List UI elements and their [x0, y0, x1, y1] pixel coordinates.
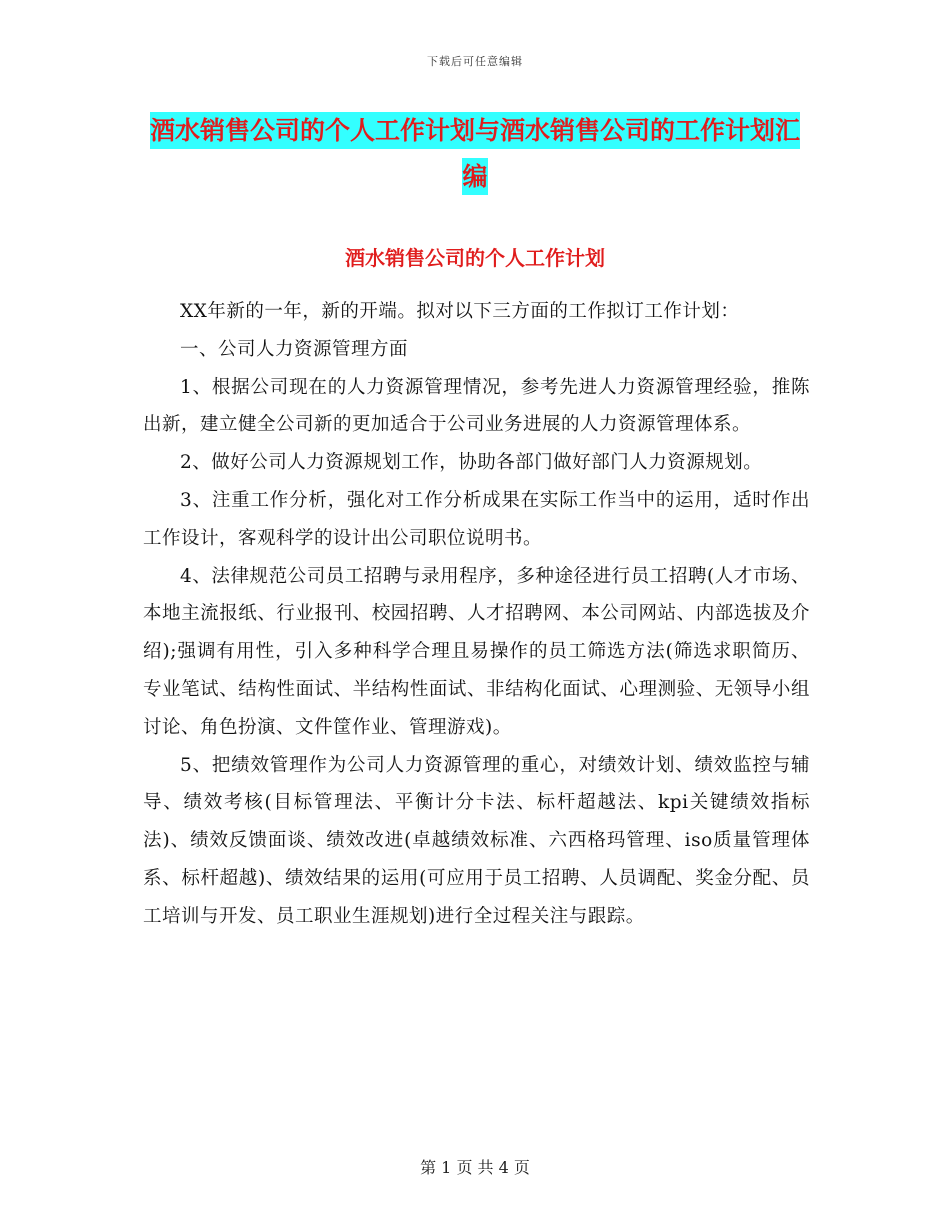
- paragraph-item-2: 2、做好公司人力资源规划工作，协助各部门做好部门人力资源规划。: [180, 452, 763, 474]
- document-title: [150, 108, 800, 200]
- page-number: 第 1 页 共 4 页: [420, 1158, 530, 1177]
- paragraph-heading-hr: 一、公司人力资源管理方面: [180, 338, 409, 360]
- paragraph-item-5: 5、把绩效管理作为公司人力资源管理的重心，对绩效计划、绩效监控与辅导、绩效考核(目标管理法、平衡计分卡法、标杆超越法、kpi关键绩效指标法)、绩效反馈面谈、绩效改进(卓越绩效标准、六西格玛管理、iso质量管理体系、标杆超越)、绩效结果的运用(可应用于员工招聘、人员调配、奖金分配、员工培训与开发、员工职业生涯规划)进行全过程关注与跟踪。: [143, 754, 810, 927]
- paragraph-intro: XX年新的一年，新的开端。拟对以下三方面的工作拟订工作计划：: [180, 301, 740, 322]
- paragraph-item-3: 3、注重工作分析，强化对工作分析成果在实际工作当中的运用，适时作出工作设计，客观科学的设计出公司职位说明书。: [143, 489, 810, 549]
- paragraph-item-1: 1、根据公司现在的人力资源管理情况，参考先进人力资源管理经验，推陈出新，建立健全公司新的更加适合于公司业务进展的人力资源管理体系。: [143, 376, 810, 436]
- header-note: 下载后可任意编辑: [427, 55, 523, 68]
- section-title: 酒水销售公司的个人工作计划: [345, 246, 605, 270]
- document-title-text: 酒水销售公司的个人工作计划与酒水销售公司的工作计划汇编: [150, 112, 800, 195]
- document-body: [143, 293, 810, 936]
- paragraph-item-4: 4、法律规范公司员工招聘与录用程序，多种途径进行员工招聘(人才市场、本地主流报纸、行业报刊、校园招聘、人才招聘网、本公司网站、内部选拔及介绍);强调有用性，引入多种科学合理且易操作的员工筛选方法(筛选求职简历、专业笔试、结构性面试、半结构性面试、非结构化面试、心理测验、无领导小组讨论、角色扮演、文件筐作业、管理游戏)。: [143, 565, 810, 738]
